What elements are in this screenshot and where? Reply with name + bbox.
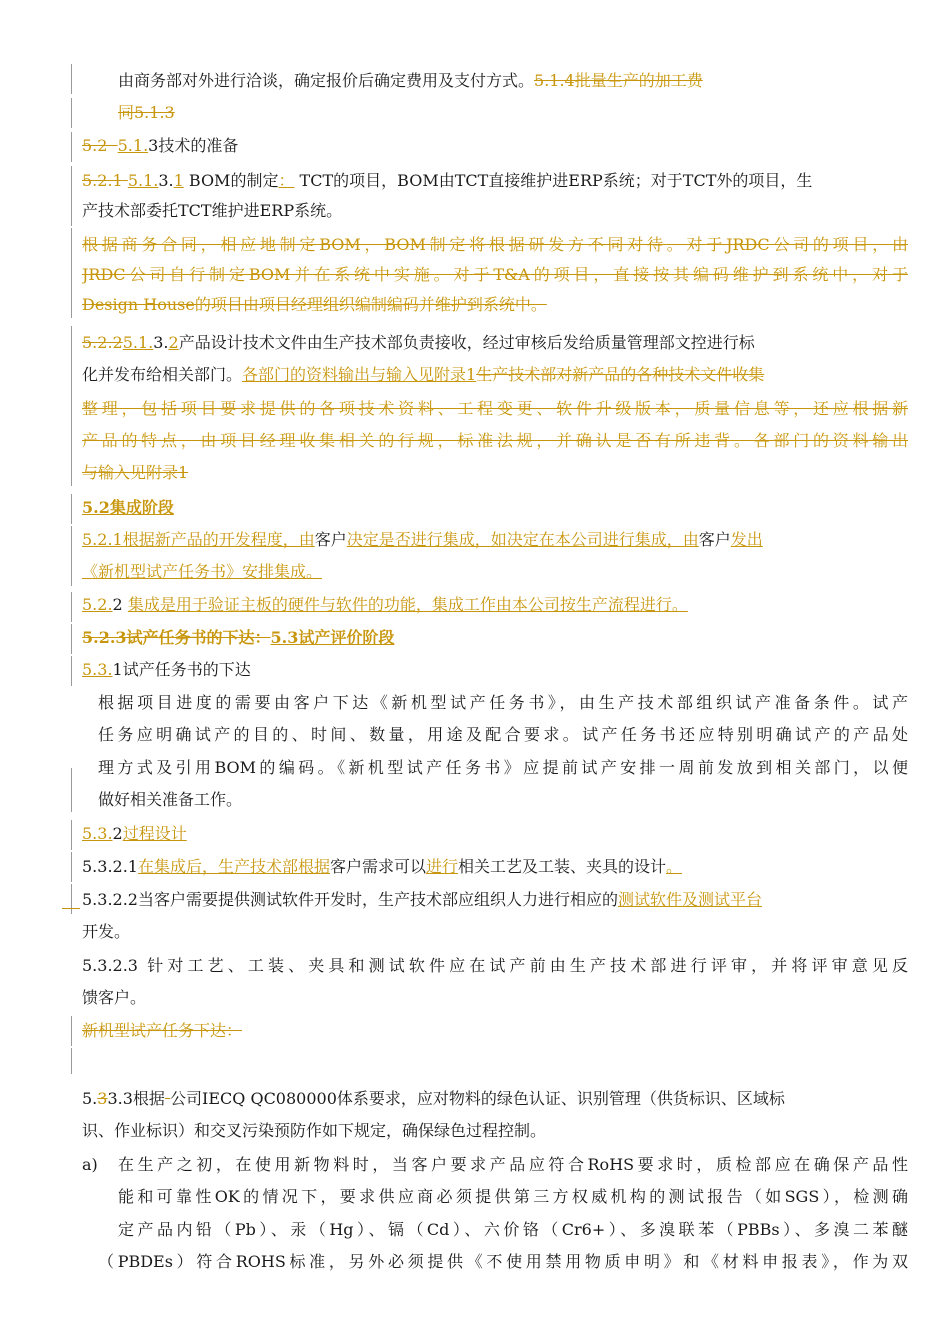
body-text: 公司IECQ QC080000体系要求，应对物料的绿色认证、识别管理（供货标识、区域标 bbox=[170, 1089, 785, 1108]
body-text: 3.3根据 bbox=[107, 1089, 165, 1108]
change-bar bbox=[71, 64, 72, 94]
change-bar bbox=[71, 852, 72, 882]
change-bar bbox=[71, 592, 72, 622]
deleted-line: 根据商务合同，相应地制定BOM，BOM制定将根据研发方不同对待。对于JRDC公司的项目，由 bbox=[82, 235, 908, 254]
text-line: 做好相关准备工作。 bbox=[98, 790, 243, 809]
change-bar bbox=[71, 1048, 72, 1074]
text-line bbox=[82, 856, 908, 878]
body-text: 1试产任务书的下达 bbox=[112, 660, 251, 679]
deleted-line: 产品的特点，由项目经理收集相关的行规，标准法规，并确认是否有所违背。各部门的资料输出 bbox=[82, 431, 908, 450]
change-bar bbox=[71, 884, 72, 914]
list-item-text: 定产品内铅（Pb）、汞（Hg）、镉（Cd）、六价铬（Cr6+）、多溴联苯（PBBs）、多溴二苯醚 bbox=[118, 1220, 908, 1239]
text-line: 任务应明确试产的目的、时间、数量，用途及配合要求。试产任务书还应特别明确试产的产品处 bbox=[98, 725, 908, 744]
deleted-line: 整理，包括项目要求提供的各项技术资料、工程变更、软件升级版本，质量信息等，还应根据新 bbox=[82, 399, 908, 418]
text-line: 馈客户。 bbox=[82, 988, 147, 1007]
change-bar bbox=[71, 132, 72, 162]
section-heading bbox=[82, 823, 908, 845]
inserted-text: 测试软件及测试平台 bbox=[617, 890, 762, 909]
list-item-text: （PBDEs）符合ROHS标准，另外必须提供《不使用禁用物质申明》和《材料申报表》，作为双 bbox=[98, 1252, 908, 1271]
text-line bbox=[82, 332, 908, 354]
inserted-text: 2 bbox=[168, 333, 179, 352]
inserted-text: 5.1. bbox=[117, 136, 149, 155]
section-heading: 5.2集成阶段 bbox=[82, 498, 174, 517]
text-line bbox=[82, 889, 908, 911]
change-bar bbox=[71, 166, 72, 226]
text-line: 识、作业标识）和交叉污染预防作如下规定，确保绿色过程控制。 bbox=[82, 1121, 547, 1140]
text-line bbox=[82, 594, 908, 616]
inserted-text: 5.3试产评价阶段 bbox=[270, 628, 395, 647]
inserted-text: 5.2.1根据新产品的开发程度，由 bbox=[82, 530, 315, 549]
body-text: 化并发布给相关部门。 bbox=[82, 365, 243, 384]
text-line bbox=[82, 200, 908, 222]
change-bar bbox=[71, 656, 72, 686]
inserted-text: 。 bbox=[666, 857, 683, 876]
deleted-line: Design House的项目由项目经理组织编制编码并维护到系统中。 bbox=[82, 295, 547, 314]
inserted-line: 《新机型试产任务书》安排集成。 bbox=[82, 562, 323, 581]
inserted-text: 5.3. bbox=[82, 824, 113, 843]
inserted-text: 1 bbox=[173, 171, 184, 190]
text-line bbox=[118, 70, 944, 92]
list-label: a) bbox=[82, 1155, 98, 1174]
body-text: TCT的项目，BOM由TCT直接维护进ERP系统；对于TCT外的项目，生 bbox=[294, 171, 813, 190]
text-line: 根据项目进度的需要由客户下达《新机型试产任务书》，由生产技术部组织试产准备条件。试产 bbox=[98, 693, 908, 712]
deleted-line: 新机型试产任务下达： bbox=[82, 1021, 243, 1040]
body-text: 由商务部对外进行洽谈，确定报价后确定费用及支付方式。 bbox=[118, 71, 535, 90]
body-text: 客户 bbox=[314, 530, 347, 549]
text-line bbox=[118, 102, 944, 124]
body-text: 客户 bbox=[698, 530, 731, 549]
body-text: 2 bbox=[112, 595, 123, 614]
body-text: 5.3.2.1 bbox=[82, 857, 138, 876]
deleted-line: JRDC公司自行制定BOM并在系统中实施。对于T&A的项目，直接按其编码维护到系统中，对于 bbox=[82, 265, 908, 284]
body-text: 3. bbox=[158, 171, 174, 190]
change-bar bbox=[71, 494, 72, 524]
body-text: 2 bbox=[112, 824, 123, 843]
text-line bbox=[82, 529, 908, 551]
inserted-text: 在集成后，生产技术部根据 bbox=[137, 857, 330, 876]
text-line bbox=[82, 659, 908, 681]
deleted-line: 与输入见附录1 bbox=[82, 463, 189, 482]
text-line: 理方式及引用BOM的编码。《新机型试产任务书》应提前试产安排一周前发放到相关部门，以便 bbox=[98, 758, 908, 777]
body-text: 产品设计技术文件由生产技术部负责接收，经过审核后发给质量管理部文控进行标 bbox=[178, 333, 755, 352]
body-text: 5.3.2.2当客户需要提供测试软件开发时，生产技术部应组织人力进行相应的 bbox=[82, 890, 618, 909]
text-line: 5.3.2.3 针对工艺、工装、夹具和测试软件应在试产前由生产技术部进行评审，并将评审意见反 bbox=[82, 956, 908, 975]
change-bar bbox=[71, 228, 72, 318]
change-bar bbox=[71, 624, 72, 654]
change-mark bbox=[62, 908, 80, 909]
inserted-text: 发出 bbox=[730, 530, 763, 549]
deleted-text: 5.2 bbox=[82, 136, 108, 155]
body-text: 3. bbox=[153, 333, 169, 352]
change-bar bbox=[71, 1016, 72, 1046]
deleted-text: 5.2.3试产任务书的下达： bbox=[82, 628, 271, 647]
text-line bbox=[82, 364, 908, 386]
deleted-text: 5.2.1 bbox=[82, 171, 123, 190]
inserted-text: 5.1. bbox=[122, 333, 154, 352]
change-bar bbox=[71, 820, 72, 850]
deleted-text: 3 bbox=[97, 1089, 108, 1108]
body-text: 相关工艺及工装、夹具的设计 bbox=[458, 857, 667, 876]
change-bar bbox=[71, 98, 72, 128]
inserted-text: 各部门的资料输出与输入见附录1 bbox=[242, 365, 477, 384]
list-item-text: 能和可靠性OK的情况下，要求供应商必须提供第三方权威机构的测试报告（如SGS），检测确 bbox=[118, 1187, 908, 1206]
change-bar bbox=[71, 526, 72, 586]
text-line bbox=[82, 170, 908, 192]
section-heading bbox=[82, 627, 908, 649]
inserted-text: 5.3. bbox=[82, 660, 113, 679]
deleted-text: 5.1.4批量生产的加工费 bbox=[534, 71, 703, 90]
inserted-text: ： bbox=[278, 171, 295, 190]
body-text: 5. bbox=[82, 1089, 98, 1108]
inserted-text: 集成是用于验证主板的硬件与软件的功能，集成工作由本公司按生产流程进行。 bbox=[127, 595, 688, 614]
body-text: 客户需求可以 bbox=[330, 857, 427, 876]
list-item-text: 在生产之初，在使用新物料时，当客户要求产品应符合RoHS要求时，质检部应在确保产品性 bbox=[118, 1155, 908, 1174]
section-heading bbox=[82, 135, 908, 157]
inserted-text: 5.2. bbox=[82, 595, 113, 614]
text-line: 开发。 bbox=[82, 922, 131, 941]
body-text: 产技术部委托TCT维护进ERP系统。 bbox=[82, 201, 343, 220]
change-bar bbox=[71, 326, 72, 486]
inserted-text: 进行 bbox=[426, 857, 459, 876]
inserted-text: 5.1. bbox=[127, 171, 159, 190]
text-line bbox=[82, 1088, 908, 1110]
body-text: 3技术的准备 bbox=[148, 136, 239, 155]
inserted-text: 过程设计 bbox=[122, 824, 187, 843]
body-text: BOM的制定 bbox=[183, 171, 279, 190]
deleted-text: 同5.1.3 bbox=[118, 103, 175, 122]
deleted-text: 5.2.2 bbox=[82, 333, 123, 352]
change-bar bbox=[71, 768, 72, 812]
inserted-text: 决定是否进行集成，如决定在本公司进行集成，由 bbox=[346, 530, 699, 549]
deleted-text: 生产技术部对新产品的各种技术文件收集 bbox=[476, 365, 765, 384]
